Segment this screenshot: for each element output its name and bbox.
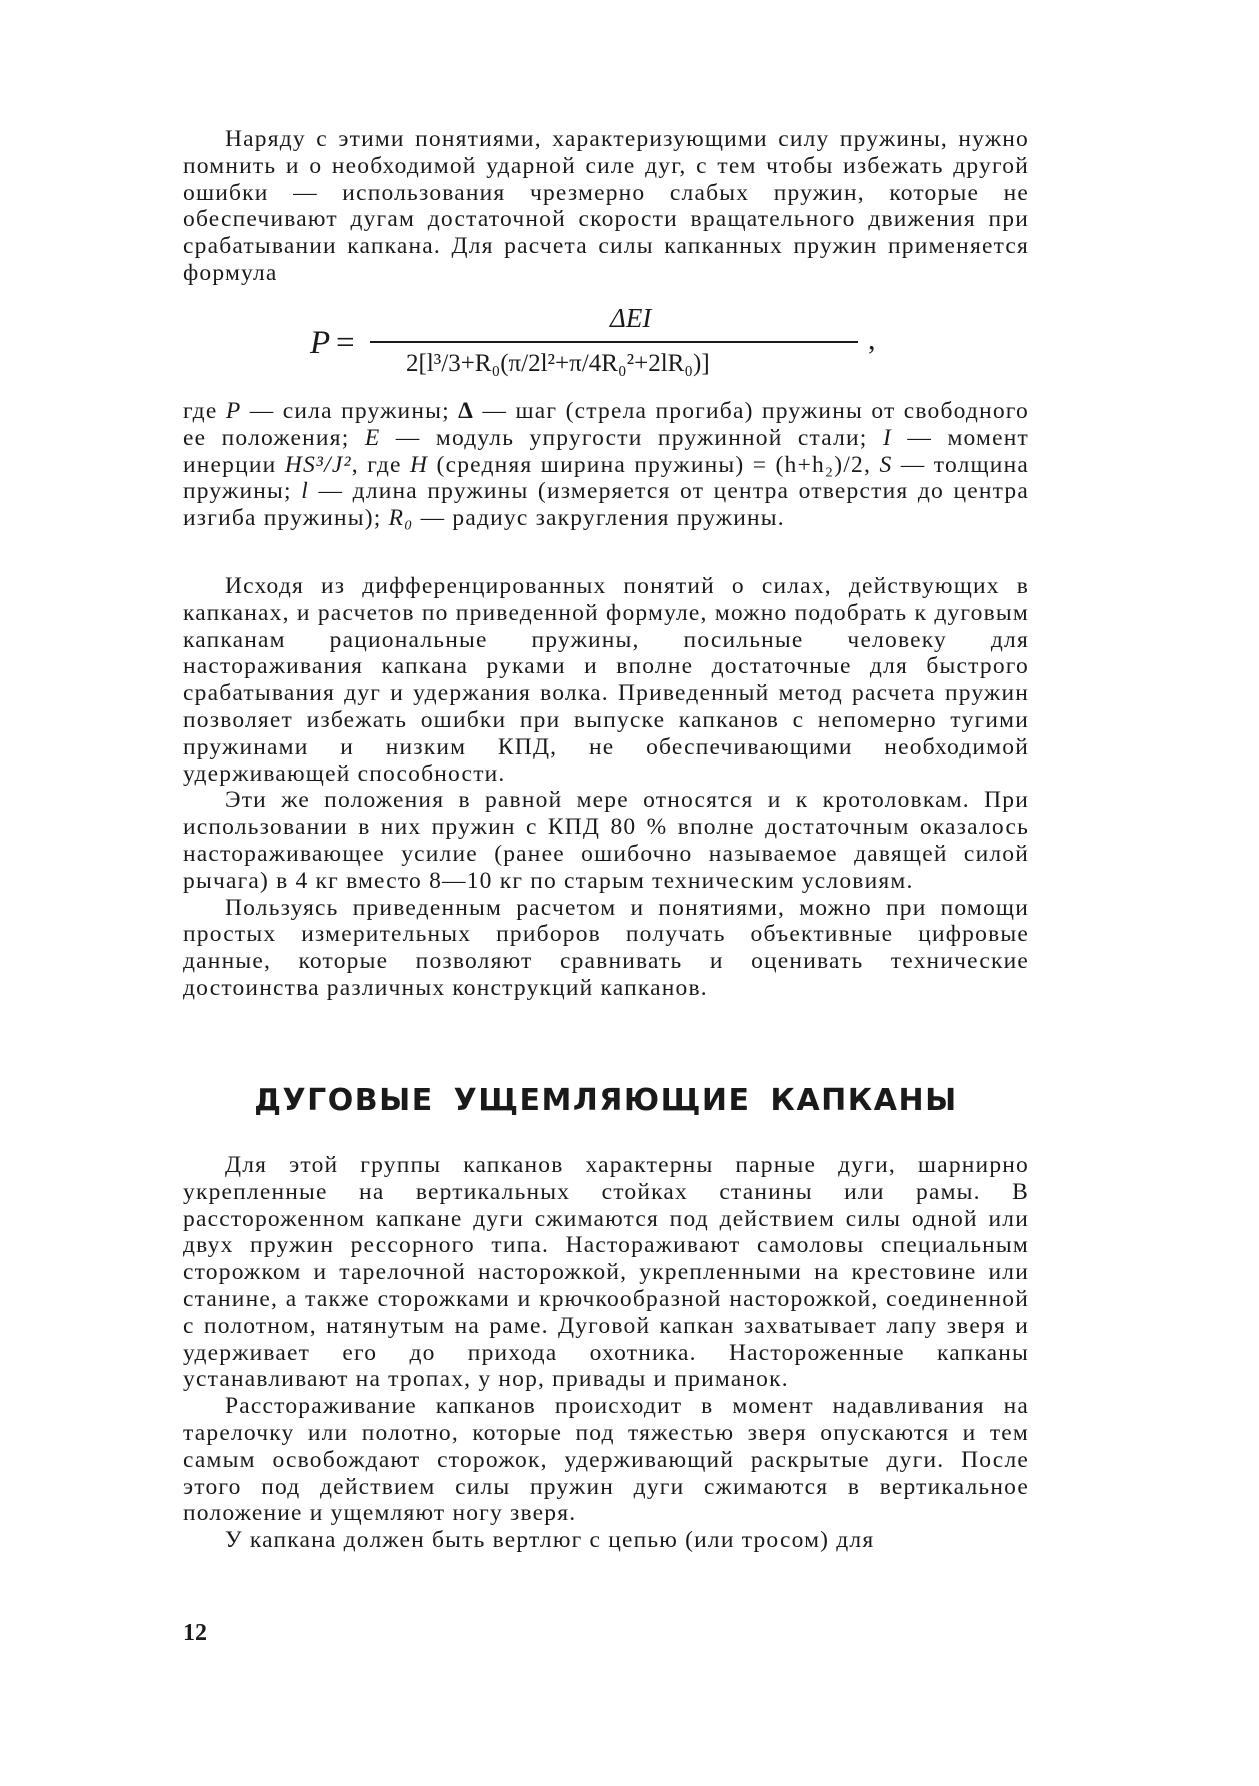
symbol-s: S	[879, 451, 893, 478]
definitions-block	[183, 398, 1029, 532]
intro-block	[183, 126, 1029, 287]
body-paragraph: Пользуясь приведенным расчетом и понятиями, можно при помощи простых измерительных приборов получать объективные цифровые данные, которые позволяют сравнивать и оценивать технические достоинства различных конструкций капканов.	[183, 894, 1029, 1001]
definitions-paragraph: где P — сила пружины; Δ — шаг (стрела прогиба) пружины от свободного ее положения; E — модуль упругости пружинной стали; I — момент инерции HS³/J², где H (средняя ширина пружины) = (h+h₂)/2, S — толщина пружины; l — длина пружины (измеряется от центра отверстия до центра изгиба пружины); R₀ — радиус закругления пружины.	[183, 398, 1030, 532]
formula-equals: =	[336, 325, 355, 361]
fraction-bar	[370, 341, 858, 343]
section-paragraph: Для этой группы капканов характерны парные дуги, шарнирно укрепленные на вертикальных стойках станины или рамы. В расстороженном капкане дуги сжимаются под действием силы одной или двух пружин рессорного типа. Настораживают самоловы специальным сторожком и тарелочной насторожкой, укрепленными на крестовине или станине, а также сторожками и крючкообразной насторожкой, соединенной с полотном, натянутым на раме. Дуговой капкан захватывает лапу зверя и удерживает его до прихода охотника. Настороженные капканы устанавливают на тропах, у нор, привады и приманок.	[183, 1152, 1029, 1393]
page-number: 12	[183, 1620, 207, 1646]
symbol-e: E	[364, 424, 381, 451]
symbol-delta: Δ	[458, 398, 475, 424]
formula-numerator: ΔEI	[610, 303, 652, 333]
symbol-h: H	[410, 451, 429, 478]
symbol-i: I	[882, 424, 892, 451]
body-paragraph: Исходя из дифференцированных понятий о силах, действующих в капканах, и расчетов по приведенной формуле, можно подобрать к дуговым капканам рациональные пружины, посильные человеку для настораживания капкана руками и вполне достаточные для быстрого срабатывания дуг и удержания волка. Приведенный метод расчета пружин позволяет избежать ошибки при выпуске капканов с непомерно тугими пружинами и низким КПД, не обеспечивающими необходимой удерживающей способности.	[183, 573, 1029, 787]
body-paragraph: Эти же положения в равной мере относятся и к кротоловкам. При использовании в них пружин с КПД 80 % вполне достаточным оказалось настораживающее усилие (ранее ошибочно называемое давящей силой рычага) в 4 кг вместо 8—10 кг по старым техническим условиям.	[183, 787, 1029, 894]
section-paragraph: У капкана должен быть вертлюг с цепью (или тросом) для	[225, 1527, 875, 1554]
symbol-p: P	[225, 398, 242, 424]
section-body	[183, 1152, 1029, 1554]
spring-force-formula	[310, 303, 876, 383]
formula-lhs: P	[310, 325, 331, 361]
symbol-r0: R₀	[388, 505, 414, 532]
section-heading: ДУГОВЫЕ УЩЕМЛЯЮЩИЕ КАПКАНЫ	[254, 1083, 958, 1118]
body-block	[183, 573, 1029, 1002]
formula-denominator: 2[l³/3+R₀(π/2l²+π/4R₀²+2lR₀)]	[406, 350, 710, 377]
symbol-l: l	[301, 478, 309, 505]
formula-trailing-comma: ,	[868, 323, 876, 356]
intro-paragraph: Наряду с этими понятиями, характеризующими силу пружины, нужно помнить и о необходимой ударной силе дуг, с тем чтобы избежать другой ошибки — использования чрезмерно слабых пружин, которые не обеспечивают дугам достаточной скорости вращательного движения при срабатывании капкана. Для расчета силы капканных пружин применяется формула	[183, 126, 1029, 286]
symbol-hs: HS³/J²	[284, 451, 352, 478]
section-paragraph: Расстораживание капканов происходит в момент надавливания на тарелочку или полотно, которые под тяжестью зверя опускаются и тем самым освобождают сторожок, удерживающий раскрытые дуги. После этого под действием силы пружин дуги сжимаются в вертикальное положение и ущемляют ногу зверя.	[183, 1393, 1029, 1527]
